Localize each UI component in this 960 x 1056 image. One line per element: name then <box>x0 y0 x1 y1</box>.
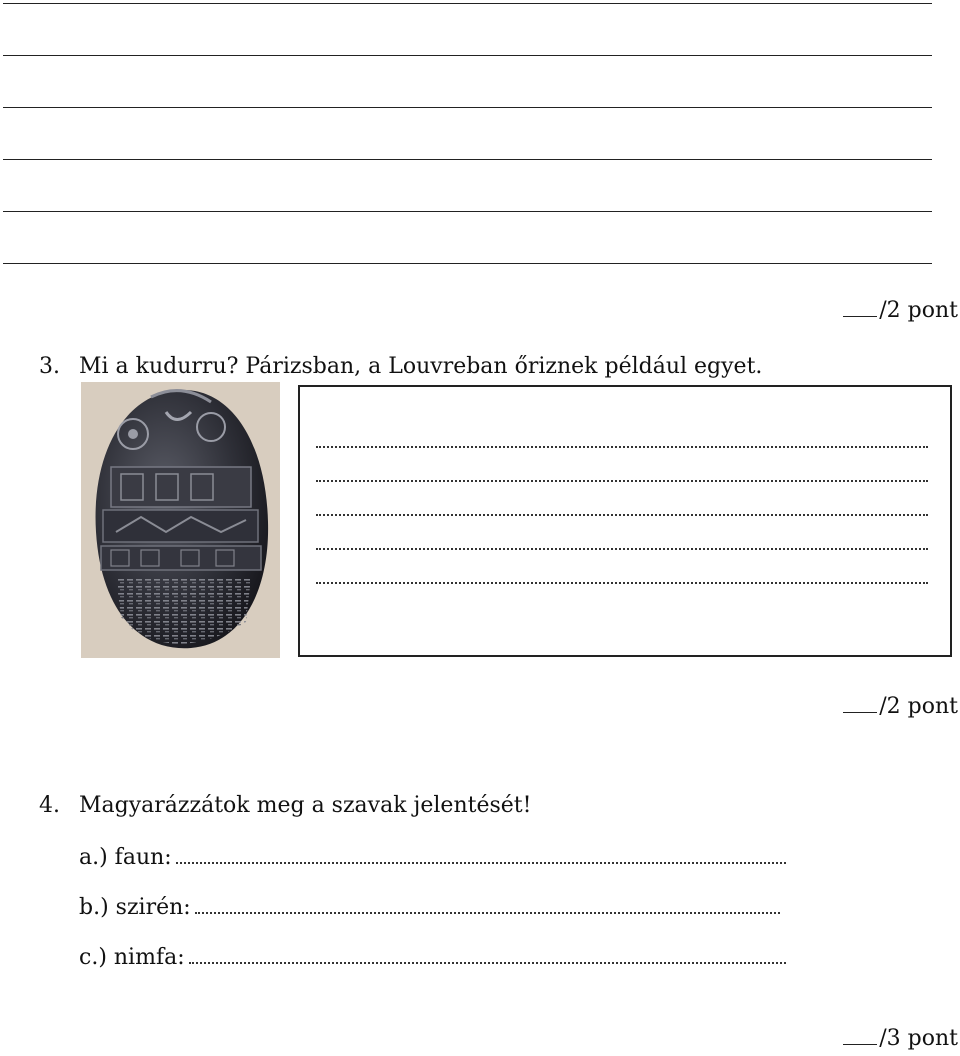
answer-line[interactable] <box>3 55 932 56</box>
definition-label: b.) szirén: <box>79 895 191 920</box>
dotted-answer-line[interactable] <box>316 582 928 584</box>
answer-line[interactable] <box>3 107 932 108</box>
question-text: Magyarázzátok meg a szavak jelentését! <box>79 793 532 818</box>
score-label: /2 pont <box>879 694 958 719</box>
question-4 <box>39 793 531 818</box>
question-number: 3. <box>39 354 60 379</box>
score-field <box>843 694 958 719</box>
definition-row-sziren <box>79 895 780 920</box>
definition-answer-dots[interactable] <box>176 845 786 864</box>
answer-line[interactable] <box>3 3 932 4</box>
answer-line[interactable] <box>3 263 932 264</box>
score-field <box>843 1026 958 1051</box>
dotted-answer-line[interactable] <box>316 480 928 482</box>
question-number: 4. <box>39 793 60 818</box>
score-blank[interactable] <box>843 694 877 713</box>
question-text: Mi a kudurru? Párizsban, a Louvreban őriznek például egyet. <box>79 354 763 379</box>
kudurru-image <box>81 382 280 658</box>
dotted-answer-line[interactable] <box>316 446 928 448</box>
answer-box[interactable] <box>298 385 952 657</box>
question-3 <box>39 354 762 379</box>
definition-row-faun <box>79 845 786 870</box>
definition-label: c.) nimfa: <box>79 945 185 970</box>
score-label: /2 pont <box>879 298 958 323</box>
answer-line[interactable] <box>3 211 932 212</box>
dotted-answer-line[interactable] <box>316 548 928 550</box>
score-label: /3 pont <box>879 1026 958 1051</box>
definition-label: a.) faun: <box>79 845 172 870</box>
definition-row-nimfa <box>79 945 786 970</box>
definition-answer-dots[interactable] <box>195 895 780 914</box>
definition-answer-dots[interactable] <box>189 945 786 964</box>
score-field <box>843 298 958 323</box>
dotted-answer-line[interactable] <box>316 514 928 516</box>
score-blank[interactable] <box>843 1026 877 1045</box>
score-blank[interactable] <box>843 298 877 317</box>
answer-line[interactable] <box>3 159 932 160</box>
kudurru-stone-illustration <box>81 382 280 658</box>
